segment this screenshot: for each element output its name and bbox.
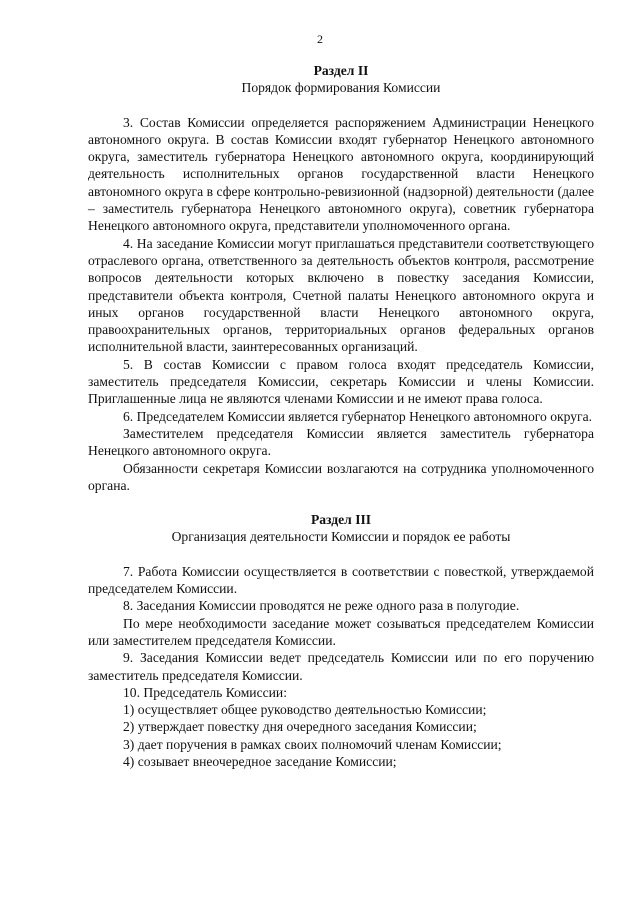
paragraph-4: 4. На заседание Комиссии могут приглашаться представители соответствующего отраслевого органа, ответственного за деятельность объектов контроля, рассмотрение вопросов деятельности которых включено в повестку заседания Комиссии, представители объекта контроля, Счетной палаты Ненецкого автономного округа и иных органов государственной власти Ненецкого автономного округа, правоохранительных органов, территориальных органов федеральных органов исполнительной власти, заинтересованных организаций. <box>88 235 594 355</box>
paragraph-7: 7. Работа Комиссии осуществляется в соответствии с повесткой, утверждаемой председателем Комиссии. <box>88 563 594 597</box>
section-2-subtitle: Порядок формирования Комиссии <box>241 80 441 96</box>
paragraph-9: 9. Заседания Комиссии ведет председатель Комиссии или по его поручению заместитель председателя Комиссии. <box>88 650 594 683</box>
paragraph-8-extra: По мере необходимости заседание может созываться председателем Комиссии или заместителем председателя Комиссии. <box>88 615 594 648</box>
paragraph-10: 10. Председатель Комиссии: <box>123 684 287 700</box>
document-body <box>88 62 594 770</box>
paragraph-6: 6. Председателем Комиссии является губернатор Ненецкого автономного округа. <box>123 408 593 424</box>
section-3 <box>88 511 594 770</box>
paragraph-3: 3. Состав Комиссии определяется распоряжением Администрации Ненецкого автономного округа. В состав Комиссии входят губернатор Ненецкого автономного округа, заместитель губернатора Ненецкого автономного округа, координирующий деятельность исполнительных органов государственной власти Ненецкого автономного округа в сфере контрольно-ревизионной (надзорной) деятельности (далее – заместитель губернатора Ненецкого автономного округа), советник губернатора Ненецкого автономного округа, представители уполномоченного органа. <box>88 114 594 234</box>
section-2-title: Раздел II <box>313 63 369 78</box>
section-3-subtitle: Организация деятельности Комиссии и порядок ее работы <box>171 529 511 545</box>
paragraph-5: 5. В состав Комиссии с правом голоса входят председатель Комиссии, заместитель председателя Комиссии, секретарь Комиссии и члены Комиссии. Приглашенные лица не являются членами Комиссии и не имеют права голоса. <box>88 356 594 407</box>
section-gap <box>88 494 594 511</box>
section-3-title: Раздел III <box>310 512 372 528</box>
list-item-1: 1) осуществляет общее руководство деятельностью Комиссии; <box>123 702 487 718</box>
list-item-2: 2) утверждает повестку дня очередного заседания Комиссии; <box>123 719 477 735</box>
paragraph-8: 8. Заседания Комиссии проводятся не реже одного раза в полугодие. <box>123 598 520 614</box>
paragraph-6-deputy: Заместителем председателя Комиссии является заместитель губернатора Ненецкого автономного округа. <box>88 425 594 459</box>
section-2 <box>88 62 594 494</box>
paragraph-6-secretary: Обязанности секретаря Комиссии возлагаются на сотрудника уполномоченного органа. <box>88 460 594 493</box>
list-item-3: 3) дает поручения в рамках своих полномочий членам Комиссии; <box>123 736 502 752</box>
list-item-4: 4) созывает внеочередное заседание Комиссии; <box>123 753 397 769</box>
page-number: 2 <box>317 32 323 46</box>
